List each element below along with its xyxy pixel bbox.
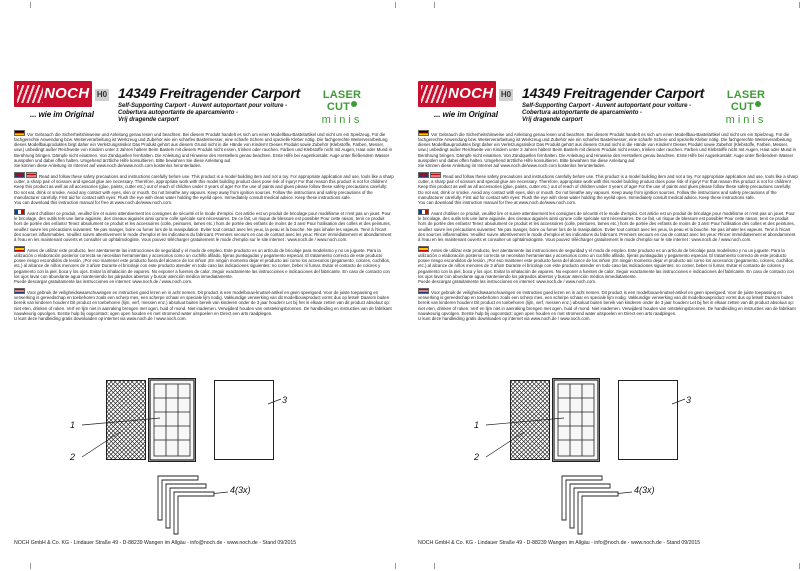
download-note: U kunt deze handleiding gratis downloaden op internet via www.noch.de / www.noch.com. [418, 315, 591, 321]
product-subtitles [522, 103, 691, 123]
noch-logo [14, 81, 92, 107]
instructions-text: Vor Gebrauch die Sicherheitshinweise und Anleitung genau lesen und beachten. Bei diesem Produkt handelt es sich um einen Modellbau-Bastelartikel und nicht um ein Spielzeug. Für die fachgerechte Anwendung bzw. Weiterverarbeitung ist Werkzeug und Zubehör wie ein scharfes Bastelmesser, eine scharfe Schere und spezielle Kleber nötig. Die fachgerechte Weiterverarbeitung dieses Modellbauproduktes birgt daher ein Verletzungsrisiko! Das Produkt gehört aus diesem Grund nicht in die Hände von Kindern! Dieses Produkt sowie Zubehör (Klebstoffe, Farben, Messer, usw.) unbedingt außer Reichweite von Kindern unter 3 Jahren halten! Beim Basteln mit diesem Produkt nicht essen, trinken oder rauchen. Farben und Klebstoffe nicht mit Augen, Haut oder Mund in Berührung bringen. Dämpfe nicht einatmen. Von Zündquellen fernhalten. Die Anleitung und Hinweise des Herstellers genau beachten. Erste Hilfe bei Augenkontakt: Auge unter fließendem Wasser ausspülen und dabei offen halten. Umgehend ärztliche Hilfe konsultieren. Bitte bewahren Sie diese Anleitung auf. [14, 132, 393, 163]
part-label-3: 3 [282, 395, 288, 405]
download-note: Sie können diese Anleitung im Internet auf www.noch.de/www.noch.com kostenlos herunterladen. [14, 162, 202, 168]
instructions-text: Read and follow these safety precautions and instructions carefully before use. This product is a model building item and not a toy. For appropriate application and use, tools like a sharp cutter, a sharp pair of scissors and special glue are necessary. Therefore, appropriate work with this model building product does pose risk of injury! For that reason this product is not for children! Keep this product as well as all accessories (glue, paints, cutter etc.) out of reach of children under 3 years of age! For the use of paints and glues please follow these safety precautions carefully: Do not eat, drink or smoke. Avoid any contact with eyes, skin or mouth. Do not breathe any vapours. Keep away from ignition sources. Follow the instructions and safety precautions of the manufacturer carefully. First aid for contact with eyes: Flush the eye with clean water holding the eyelid open. Immediately consult medical advice. Keep these instructions safe. [418, 174, 798, 200]
german-flag-icon [418, 130, 429, 136]
scale-badge: H0 [96, 90, 108, 99]
instructions-de [14, 130, 394, 168]
instructions-text: Vor Gebrauch die Sicherheitshinweise und Anleitung genau lesen und beachten. Bei diesem Produkt handelt es sich um einen Modellbau-Bastelartikel und nicht um ein Spielzeug. Für die fachgerechte Anwendung bzw. Weiterverarbeitung ist Werkzeug und Zubehör wie ein scharfes Bastelmesser, eine scharfe Schere und spezielle Kleber nötig. Die fachgerechte Weiterverarbeitung dieses Modellbauproduktes birgt daher ein Verletzungsrisiko! Das Produkt gehört aus diesem Grund nicht in die Hände von Kindern! Dieses Produkt sowie Zubehör (Klebstoffe, Farben, Messer, usw.) unbedingt außer Reichweite von Kindern unter 3 Jahren halten! Beim Basteln mit diesem Produkt nicht essen, trinken oder rauchen. Farben und Klebstoffe nicht mit Augen, Haut oder Mund in Berührung bringen. Dämpfe nicht einatmen. Von Zündquellen fernhalten. Die Anleitung und Hinweise des Herstellers genau beachten. Erste Hilfe bei Augenkontakt: Auge unter fließendem Wasser ausspülen und dabei offen halten. Umgehend ärztliche Hilfe konsultieren. Bitte bewahren Sie diese Anleitung auf. [418, 132, 797, 163]
instruction-sheet-right [404, 0, 808, 571]
logo-stripes-icon [17, 85, 43, 103]
download-note: Puede descargar gratuitamente las instrucciones en internet: www.noch.de / www.noch.com. [418, 278, 597, 284]
crop-marks-bottom [434, 563, 800, 569]
instructions-text: Read and follow these safety precautions and instructions carefully before use. This product is a model building item and not a toy. For appropriate application and use, tools like a sharp cutter, a sharp pair of scissors and special glue are necessary. Therefore, appropriate work with this model building product does pose risk of injury! For that reason this product is not for children! Keep this product as well as all accessories (glue, paints, cutter etc.) out of reach of children under 3 years of age! For the use of paints and glues please follow these safety precautions carefully: Do not eat, drink or smoke. Avoid any contact with eyes, skin or mouth. Do not breathe any vapours. Keep away from ignition sources. Follow the instructions and safety precautions of the manufacturer carefully. First aid for contact with eyes: Flush the eye with clean water holding the eyelid open. Immediately consult medical advice. Keep these instructions safe. [14, 174, 394, 200]
instructions-fr [14, 209, 394, 242]
logo-text: NOCH [44, 85, 90, 102]
spanish-flag-icon [418, 246, 429, 252]
laser-cut-text: LASER CUT [726, 89, 766, 113]
sheet-header [418, 81, 798, 129]
instructions-text: Voor gebruik de veiligheidswaarschuwingen en instructies goed lezen en in acht nemen. Dit product is een modelbouw-knutsel-artikel en geen speelgoed. Voor de juiste toepassing en verwerking is gereedschap en toebehoren zoals een scherp mes, een scherpe schaar en speciale lijm nodig. Vakkundige verwerking van dit modelbouwproduct vormt dus op letsel! Daarom buiten bereik van kinderen houden! Dit product en toebehoren (lijm, verf, messen enz.) absoluut buiten bereik van kinderen onder de 3 jaar houden! Let bij het in elkaar zetten van dit product absoluut op: niet eten, drinken of roken. Verf en lijm niet in aanraking brengen met ogen, huid of mond. Niet inademen. Verwijderd houden van ontstekingsbronnen. De handleiding en instructies van de fabrikant nauwkeurig opvolgen. Eerste hulp bij oogcontact: ogen open houden en met stromend water uitspoelen en Direct een arts raadplegen. [418, 290, 796, 316]
laser-cut-logo [714, 89, 778, 126]
subtitle-line: Self-Supporting Carport - Auvent autoportant pour voiture - [522, 103, 692, 109]
dutch-flag-icon [14, 288, 25, 294]
subtitle-line: Cobertura autoportante de aparcamiento - [522, 109, 643, 116]
german-flag-icon [14, 130, 25, 136]
us-flag-icon [26, 172, 37, 178]
parts-diagram [404, 370, 808, 535]
part-label-4: 4(3x) [634, 485, 655, 495]
french-flag-icon [418, 209, 429, 215]
product-title: 14349 Freitragender Carport [522, 85, 705, 101]
laser-cut-wordmark [310, 89, 374, 113]
dutch-flag-icon [418, 288, 429, 294]
part-label-2: 2 [474, 452, 480, 462]
crop-marks-top [434, 2, 800, 8]
download-note: Sie können diese Anleitung im Internet auf www.noch.de/www.noch.com kostenlos herunterladen. [418, 162, 606, 168]
laser-cut-wordmark [714, 89, 778, 113]
subtitle-line: Vrij dragende carport [118, 116, 179, 123]
product-subtitles [118, 103, 287, 123]
logo-text: NOCH [448, 85, 494, 102]
subtitle-line: Vrij dragende carport [522, 116, 583, 123]
brand-slogan: ... wie im Original [30, 110, 94, 119]
download-note: Puede descargar gratuitamente las instrucciones en internet: www.noch.de / www.noch.com. [14, 278, 193, 284]
parts-diagram [0, 370, 404, 535]
scale-badge: H0 [500, 90, 512, 99]
instructions-text: Voor gebruik de veiligheidswaarschuwingen en instructies goed lezen en in acht nemen. Dit product is een modelbouw-knutsel-artikel en geen speelgoed. Voor de juiste toepassing en verwerking is gereedschap en toebehoren zoals een scherp mes, een scherpe schaar en speciale lijm nodig. Vakkundige verwerking van dit modelbouwproduct vormt dus op letsel! Daarom buiten bereik van kinderen houden! Dit product en toebehoren (lijm, verf, messen enz.) absoluut buiten bereik van kinderen onder de 3 jaar houden! Let bij het in elkaar zetten van dit product absoluut op: niet eten, drinken of roken. Verf en lijm niet in aanraking brengen met ogen, huid of mond. Niet inademen. Verwijderd houden van ontstekingsbronnen. De handleiding en instructies van de fabrikant nauwkeurig opvolgen. Eerste hulp bij oogcontact: ogen open houden en met stromend water uitspoelen en Direct een arts raadplegen. [14, 290, 392, 316]
instructions-text: Antes de utilizar este producto, leer atentamente las instrucciones de seguridad y el modo de empleo. Este producto es un artículo de bricolaje para modelismo y no un juguete. Para la utilización o elaboración posterior correcta se necesitan herramientas y accesorios como un cuchillo afilado, tijeras puntiagudas y pegamento especial. El tratamiento correcto de este producto posee riesgo escondidos de lesión. ¡Por eso mantener este producto fuera del alcance de los niños! ¡En ningún momento dejar el producto así como los accesorios (pegamento, colores, cuchillos, etc.) al alcance de niños menores de 3 años! Durante el bricolaje con este producto atender en todo caso las indicaciones siguientes: no comer, beber ni fumar. Evitar el contacto de colores y pegamento con la piel, boca y los ojos. Evitar la inhalación de vapores. No exponer a fuentes de calor. Seguir exactamente las instrucciones e indicaciones del fabricante. En caso de contacto con los ojos lavar con abundante agua manteniendo los párpados abiertos y buscar atención médica inmediatamente. [14, 247, 391, 279]
laser-cut-logo [310, 89, 374, 126]
download-note: U kunt deze handleiding gratis downloaden op internet via www.noch.de / www.noch.com. [14, 315, 187, 321]
laser-cut-text: LASER CUT [322, 89, 362, 113]
minis-wordmark: minis [725, 114, 767, 126]
part-label-1: 1 [70, 420, 76, 430]
instructions-es [418, 246, 798, 284]
spanish-flag-icon [14, 246, 25, 252]
safety-instructions [418, 130, 798, 325]
download-note: You can download this instruction manual for free at www.noch.de/www.noch.com. [418, 199, 577, 205]
brand-slogan: ... wie im Original [434, 110, 498, 119]
logo-stripes-icon [421, 85, 447, 103]
publisher-footer: NOCH GmbH & Co. KG - Lindauer Straße 49 - D-88239 Wangen im Allgäu - info@noch.de - www.noch.de - Stand 09/2015 [418, 540, 701, 546]
instructions-fr [418, 209, 798, 242]
publisher-footer: NOCH GmbH & Co. KG - Lindauer Straße 49 - D-88239 Wangen im Allgäu - info@noch.de - www.noch.de - Stand 09/2015 [14, 540, 297, 546]
instructions-text: Antes de utilizar este producto, leer atentamente las instrucciones de seguridad y el modo de empleo. Este producto es un artículo de bricolaje para modelismo y no un juguete. Para la utilización o elaboración posterior correcta se necesitan herramientas y accesorios como un cuchillo afilado, tijeras puntiagudas y pegamento especial. El tratamiento correcto de este producto posee riesgo escondidos de lesión. ¡Por eso mantener este producto fuera del alcance de los niños! ¡En ningún momento dejar el producto así como los accesorios (pegamento, colores, cuchillos, etc.) al alcance de niños menores de 3 años! Durante el bricolaje con este producto atender en todo caso las indicaciones siguientes: no comer, beber ni fumar. Evitar el contacto de colores y pegamento con la piel, boca y los ojos. Evitar la inhalación de vapores. No exponer a fuentes de calor. Seguir exactamente las instrucciones e indicaciones del fabricante. En caso de contacto con los ojos lavar con abundante agua manteniendo los párpados abiertos y buscar atención médica inmediatamente. [418, 247, 795, 279]
sun-icon [351, 101, 357, 107]
sheet-header [14, 81, 394, 129]
part-label-4: 4(3x) [230, 485, 251, 495]
download-note: You can download this instruction manual for free at www.noch.de/www.noch.com. [14, 199, 173, 205]
uk-flag-icon [14, 172, 25, 178]
minis-wordmark: minis [321, 114, 363, 126]
crop-marks-top [30, 2, 396, 8]
sun-icon [755, 101, 761, 107]
instructions-en [418, 172, 798, 205]
subtitle-line: Cobertura autoportante de aparcamiento - [118, 109, 239, 116]
product-title: 14349 Freitragender Carport [118, 85, 301, 101]
instructions-en [14, 172, 394, 205]
instructions-text: Avant d'utiliser ce produit, veuillez lire et suivre attentivement les consignes de sécurité et le mode d'emploi. Cet article est un produit de bricolage pour modélisme et n'est pas un jouet. Pour le bricolage, des outils tels une lame aiguisée, des ciseaux aiguisés ainsi qu'une colle spéciale sont nécessaires. De ce fait, un risque de blessure est possible! Pour cette raison, tenir ce produit hors de portée des enfants! Tenez absolument ce produit et les accessoires (colle, peintures, lames etc.) hors de portée des enfants de moins de 3 ans! Pour l'utilisation des colles et des peintures, veuillez suivre les précautions suivantes: Ne pas manger, boire ou fumer lors de la manipulation. Eviter tout contact avec les yeux, la peau et la bouche. Ne pas inhaler les vapeurs. Tenir à l'écart des sources inflammables. Veuillez suivre attentivement le mode d'emploi et les indications du fabricant. Premiers secours en cas de contact avec les yeux: Rincer immédiatement et abondamment à l'eau en les maintenant ouverts et consulter un ophtalmologiste. Vous pouvez télécharger gratuitement le mode d'emploi sur le site internet : www.noch.de / www.noch.com. [14, 211, 392, 242]
uk-flag-icon [418, 172, 429, 178]
instructions-text: Avant d'utiliser ce produit, veuillez lire et suivre attentivement les consignes de sécurité et le mode d'emploi. Cet article est un produit de bricolage pour modélisme et n'est pas un jouet. Pour le bricolage, des outils tels une lame aiguisée, des ciseaux aiguisés ainsi qu'une colle spéciale sont nécessaires. De ce fait, un risque de blessure est possible! Pour cette raison, tenir ce produit hors de portée des enfants! Tenez absolument ce produit et les accessoires (colle, peintures, lames etc.) hors de portée des enfants de moins de 3 ans! Pour l'utilisation des colles et des peintures, veuillez suivre les précautions suivantes: Ne pas manger, boire ou fumer lors de la manipulation. Eviter tout contact avec les yeux, la peau et la bouche. Ne pas inhaler les vapeurs. Tenir à l'écart des sources inflammables. Veuillez suivre attentivement le mode d'emploi et les indications du fabricant. Premiers secours en cas de contact avec les yeux: Rincer immédiatement et abondamment à l'eau en les maintenant ouverts et consulter un ophtalmologiste. Vous pouvez télécharger gratuitement le mode d'emploi sur le site internet : www.noch.de / www.noch.com. [418, 211, 796, 242]
instructions-de [418, 130, 798, 168]
french-flag-icon [14, 209, 25, 215]
subtitle-line: Self-Supporting Carport - Auvent autoportant pour voiture - [118, 103, 288, 109]
instructions-nl [418, 288, 798, 321]
part-label-2: 2 [70, 452, 76, 462]
corner-brackets-part [150, 470, 230, 535]
corner-brackets-part [554, 470, 634, 535]
noch-logo [418, 81, 496, 107]
part-label-1: 1 [474, 420, 480, 430]
part-label-3: 3 [686, 395, 692, 405]
safety-instructions [14, 130, 394, 325]
crop-marks-bottom [30, 563, 396, 569]
instructions-es [14, 246, 394, 284]
instructions-nl [14, 288, 394, 321]
us-flag-icon [430, 172, 441, 178]
